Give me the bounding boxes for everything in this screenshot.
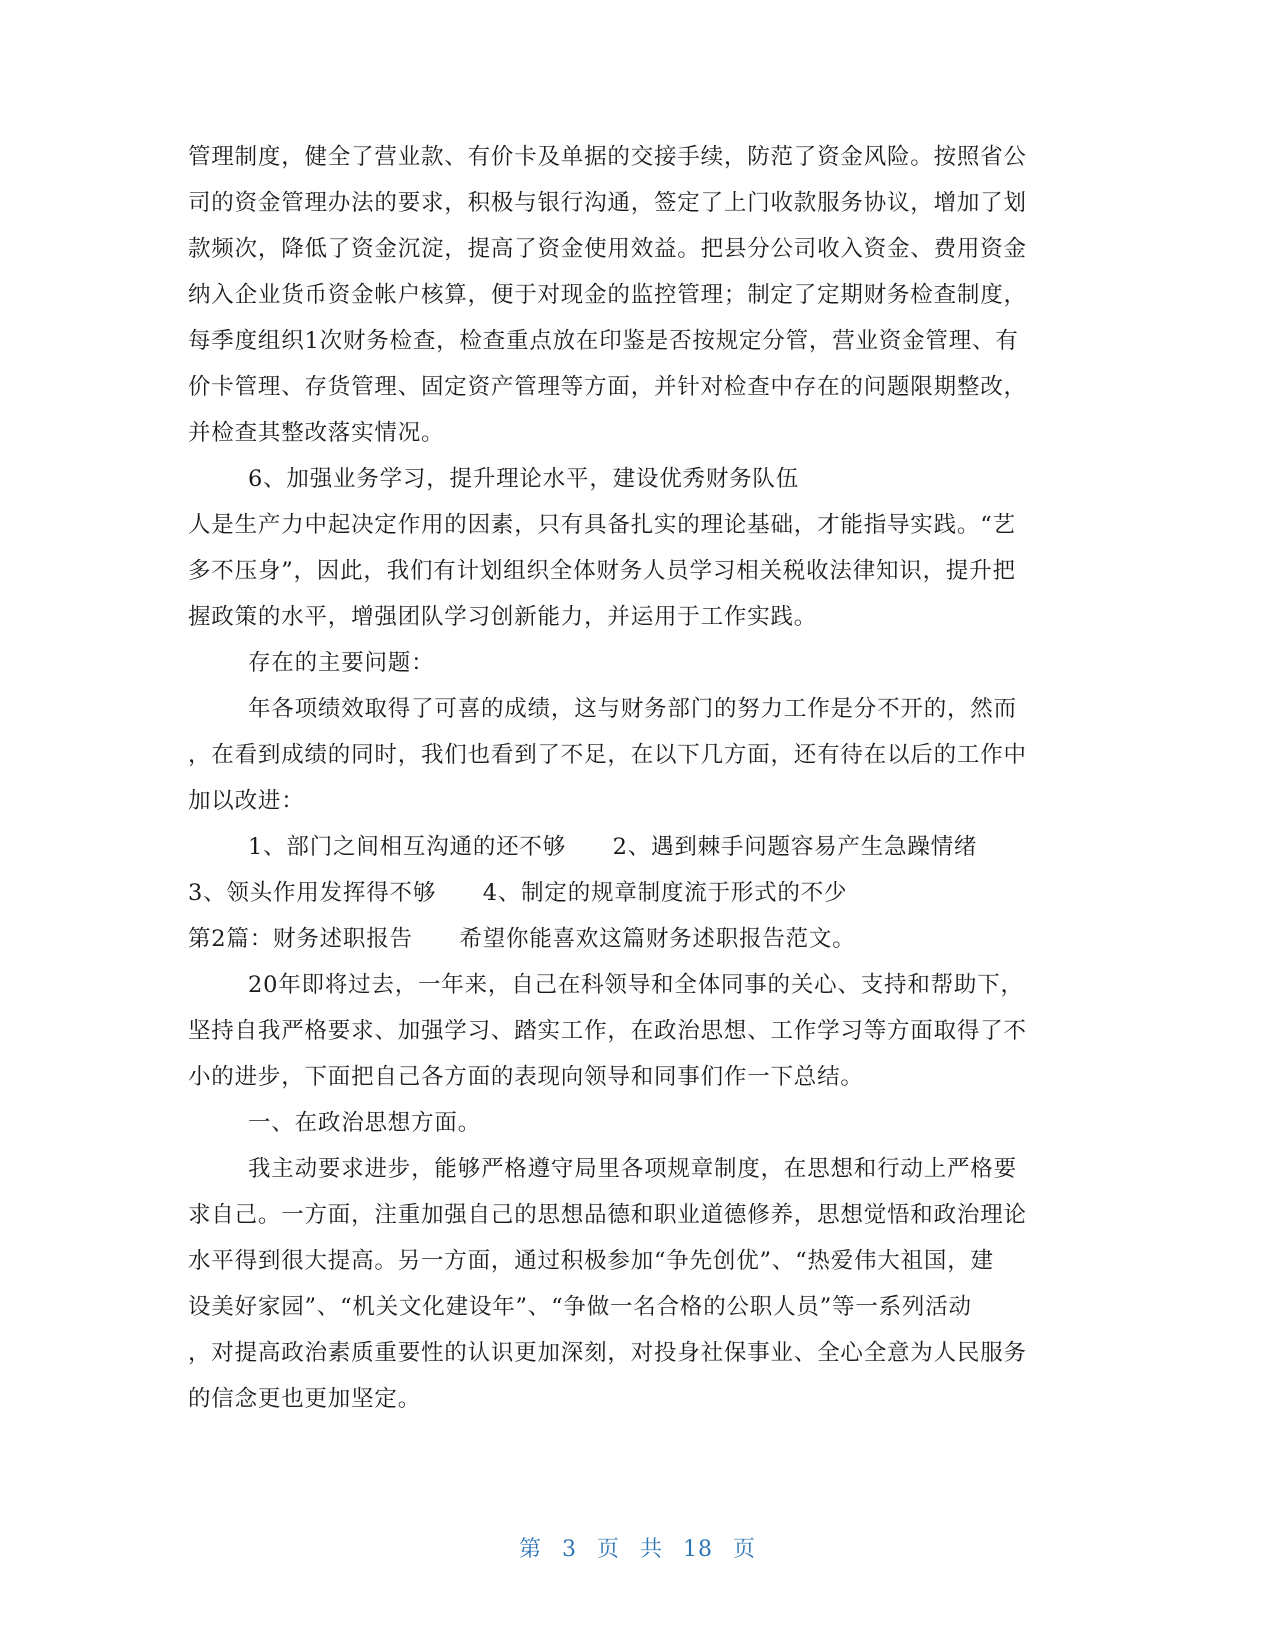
text-line: 年各项绩效取得了可喜的成绩，这与财务部门的努力工作是分不开的，然而 bbox=[248, 696, 1017, 722]
footer-suffix: 页 bbox=[733, 1537, 757, 1562]
text-line: ，对提高政治素质重要性的认识更加深刻，对投身社保事业、全心全意为人民服务 bbox=[188, 1340, 1027, 1366]
text-line: 并检查其整改落实情况。 bbox=[188, 420, 445, 446]
text-line: 加以改进： bbox=[188, 788, 305, 814]
current-page-number: 3 bbox=[561, 1537, 577, 1562]
total-page-count: 18 bbox=[683, 1537, 714, 1562]
footer-total-word: 共 bbox=[640, 1537, 664, 1562]
text-line: 求自己。一方面，注重加强自己的思想品德和职业道德修养，思想觉悟和政治理论 bbox=[188, 1202, 1027, 1228]
text-line: 价卡管理、存货管理、固定资产管理等方面，并针对检查中存在的问题限期整改， bbox=[188, 374, 1027, 400]
text-line: 小的进步，下面把自己各方面的表现向领导和同事们作一下总结。 bbox=[188, 1064, 864, 1090]
section-heading: 存在的主要问题： bbox=[248, 650, 435, 676]
footer-page-word: 页 bbox=[596, 1537, 620, 1562]
section-heading: 6、加强业务学习，提升理论水平，建设优秀财务队伍 bbox=[248, 466, 800, 492]
text-line: 管理制度，健全了营业款、有价卡及单据的交接手续，防范了资金风险。按照省公 bbox=[188, 144, 1027, 170]
text-line: 握政策的水平，增强团队学习创新能力，并运用于工作实践。 bbox=[188, 604, 818, 630]
text-line: ，在看到成绩的同时，我们也看到了不足，在以下几方面，还有待在以后的工作中 bbox=[188, 742, 1027, 768]
text-line: 司的资金管理办法的要求，积极与银行沟通，签定了上门收款服务协议，增加了划 bbox=[188, 190, 1027, 216]
text-line: 我主动要求进步，能够严格遵守局里各项规章制度，在思想和行动上严格要 bbox=[248, 1156, 1017, 1182]
text-line: 20年即将过去，一年来，自己在科领导和全体同事的关心、支持和帮助下， bbox=[248, 972, 1024, 998]
chapter-heading: 第2篇：财务述职报告 希望你能喜欢这篇财务述职报告范文。 bbox=[188, 926, 856, 952]
text-line: 款频次，降低了资金沉淀，提高了资金使用效益。把县分公司收入资金、费用资金 bbox=[188, 236, 1027, 262]
text-line: 纳入企业货币资金帐户核算，便于对现金的监控管理；制定了定期财务检查制度， bbox=[188, 282, 1027, 308]
text-line: 坚持自我严格要求、加强学习、踏实工作，在政治思想、工作学习等方面取得了不 bbox=[188, 1018, 1027, 1044]
text-line: 设美好家园”、“机关文化建设年”、“争做一名合格的公职人员”等一系列活动 bbox=[188, 1294, 972, 1320]
text-line: 多不压身”，因此，我们有计划组织全体财务人员学习相关税收法律知识，提升把 bbox=[188, 558, 1016, 584]
text-line: 每季度组织1次财务检查，检查重点放在印鉴是否按规定分管，营业资金管理、有 bbox=[188, 328, 1019, 354]
list-item: 3、领头作用发挥得不够 4、制定的规章制度流于形式的不少 bbox=[188, 880, 848, 906]
text-line: 水平得到很大提高。另一方面，通过积极参加“争先创优”、“热爱伟大祖国，建 bbox=[188, 1248, 994, 1274]
footer-prefix: 第 bbox=[518, 1537, 542, 1562]
text-line: 的信念更也更加坚定。 bbox=[188, 1386, 422, 1412]
page-footer bbox=[0, 1532, 1275, 1563]
text-line: 人是生产力中起决定作用的因素，只有具备扎实的理论基础，才能指导实践。“艺 bbox=[188, 512, 1016, 538]
list-item: 1、部门之间相互沟通的还不够 2、遇到棘手问题容易产生急躁情绪 bbox=[248, 834, 978, 860]
section-heading: 一、在政治思想方面。 bbox=[248, 1110, 482, 1136]
